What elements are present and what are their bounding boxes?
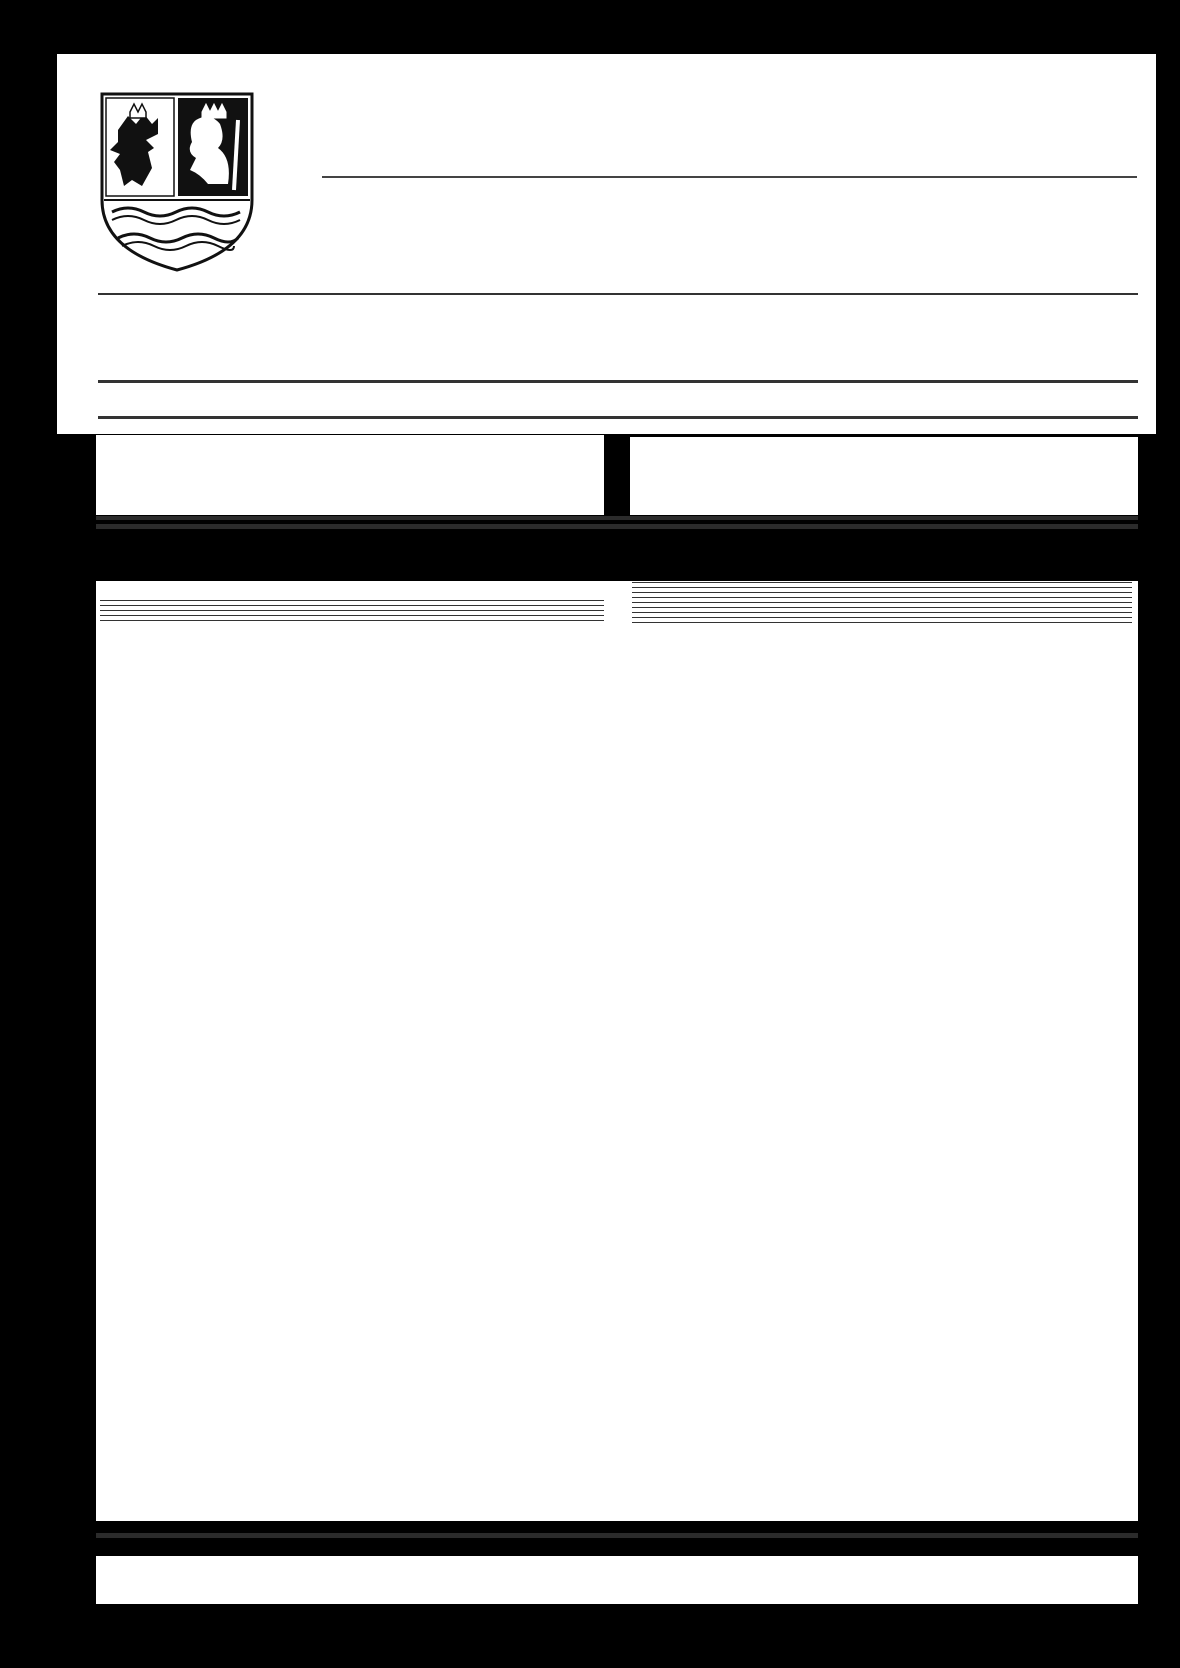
divider bbox=[96, 1533, 1138, 1538]
divider bbox=[96, 524, 1138, 529]
divider bbox=[322, 176, 1137, 178]
table-of-contents bbox=[96, 435, 604, 515]
article-body bbox=[96, 581, 1138, 1521]
candidate-list-right bbox=[632, 581, 1132, 623]
toc-continued bbox=[630, 437, 1138, 515]
candidate-list-left bbox=[100, 601, 604, 625]
table-row bbox=[632, 618, 1132, 623]
divider bbox=[98, 380, 1138, 383]
divider bbox=[98, 416, 1138, 419]
toc-entry-freising[interactable] bbox=[630, 437, 1138, 439]
coat-of-arms-icon bbox=[98, 90, 256, 274]
toc-entry-ingolstadt[interactable] bbox=[96, 436, 604, 442]
divider bbox=[96, 516, 1138, 520]
table-row bbox=[100, 621, 604, 625]
left-column bbox=[100, 581, 604, 625]
divider bbox=[98, 293, 1138, 295]
right-column bbox=[632, 581, 1132, 637]
page-footer bbox=[96, 1556, 1138, 1604]
